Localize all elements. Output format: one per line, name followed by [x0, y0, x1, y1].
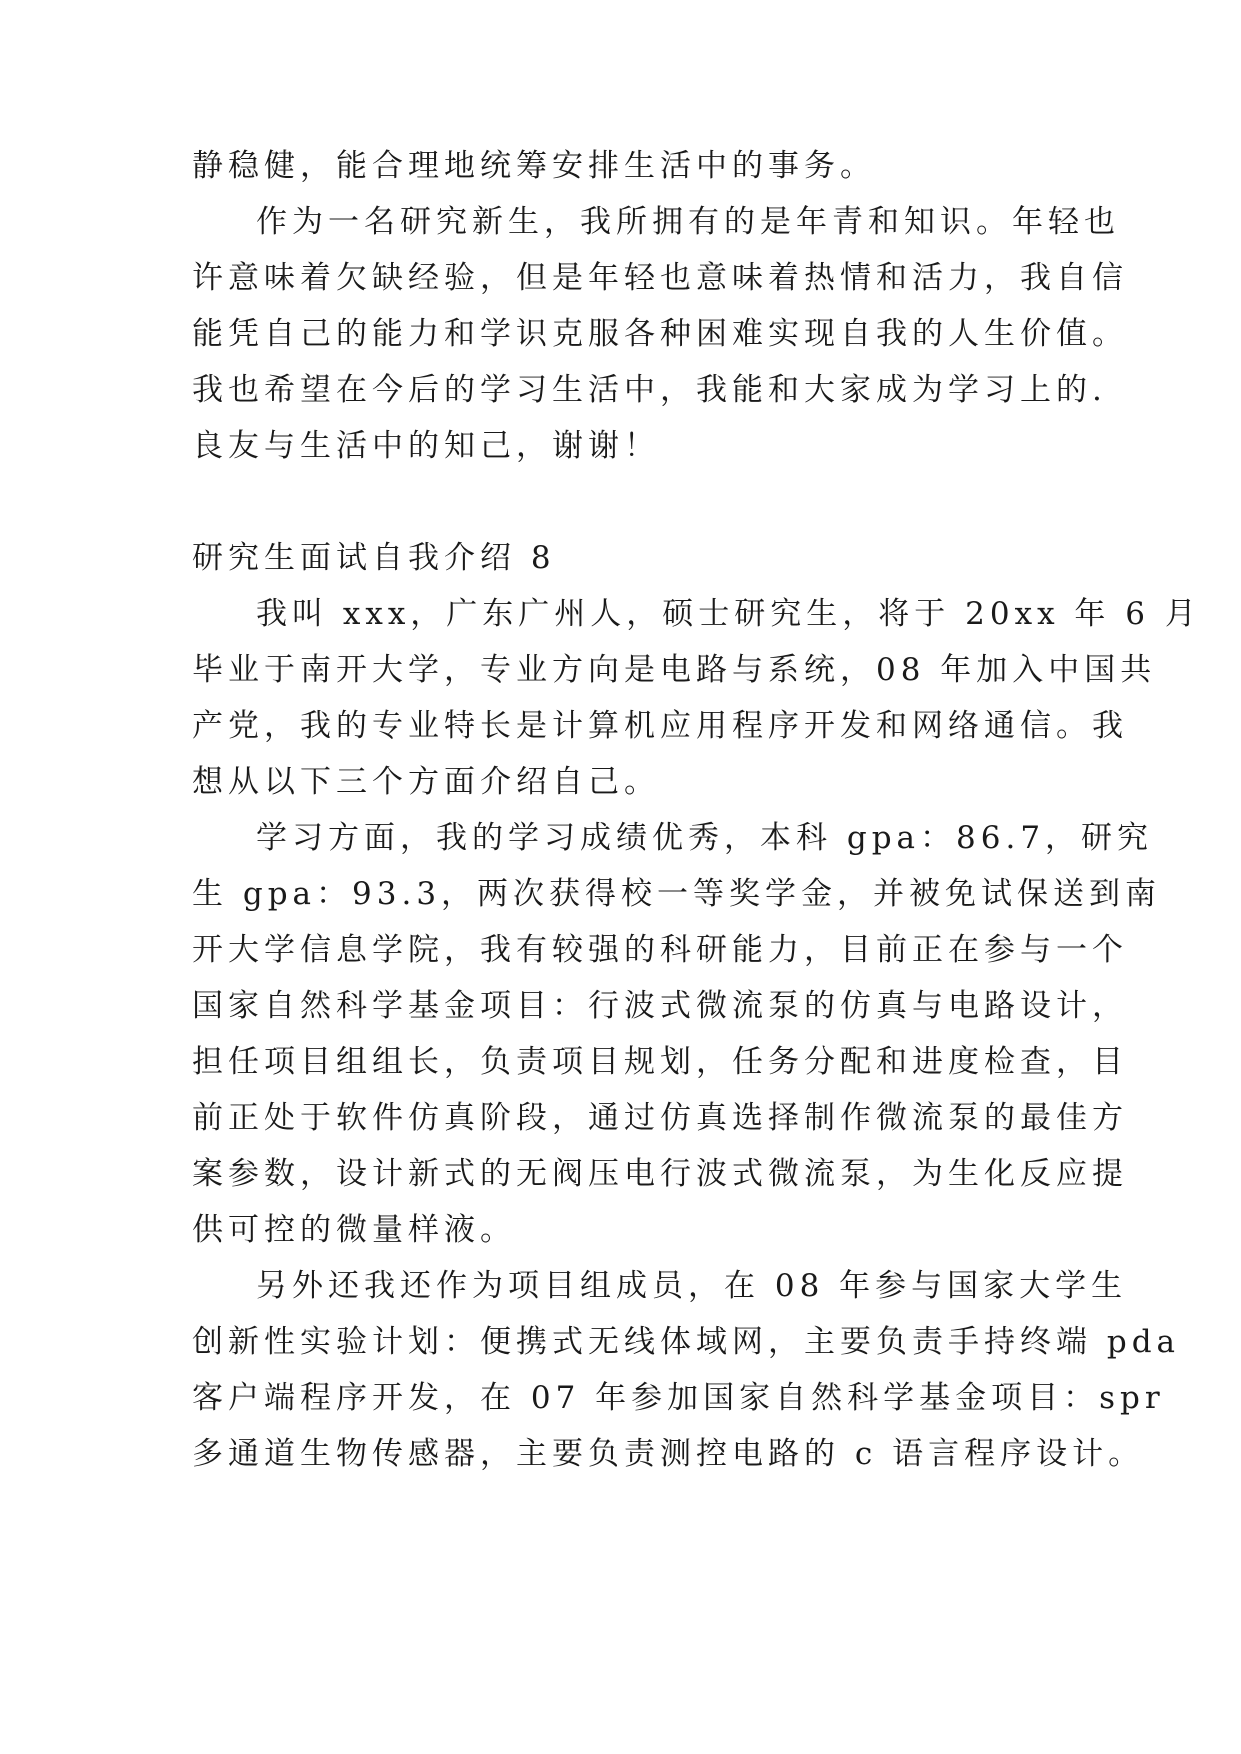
closing-paragraph-line: 能凭自己的能力和学识克服各种困难实现自我的人生价值。 [192, 316, 1128, 352]
study-paragraph-line: 开大学信息学院，我有较强的科研能力，目前正在参与一个 [192, 932, 1128, 968]
closing-paragraph-line: 我也希望在今后的学习生活中，我能和大家成为学习上的. [192, 372, 1107, 408]
closing-paragraph-line: 许意味着欠缺经验，但是年轻也意味着热情和活力，我自信 [192, 260, 1128, 296]
study-paragraph-line: 国家自然科学基金项目：行波式微流泵的仿真与电路设计， [192, 988, 1128, 1024]
intro-paragraph-line: 我叫 xxx，广东广州人，硕士研究生，将于 20xx 年 6 月 [256, 596, 1201, 632]
projects-paragraph-line: 创新性实验计划：便携式无线体域网，主要负责手持终端 pda [192, 1324, 1181, 1360]
study-paragraph-line: 供可控的微量样液。 [192, 1212, 516, 1248]
study-paragraph-line: 学习方面，我的学习成绩优秀，本科 gpa：86.7，研究 [256, 820, 1154, 856]
projects-paragraph-line: 多通道生物传感器，主要负责测控电路的 c 语言程序设计。 [192, 1436, 1145, 1472]
study-paragraph-line: 案参数，设计新式的无阀压电行波式微流泵，为生化反应提 [192, 1156, 1128, 1192]
study-paragraph-line: 前正处于软件仿真阶段，通过仿真选择制作微流泵的最佳方 [192, 1100, 1128, 1136]
section-title: 研究生面试自我介绍 8 [192, 540, 556, 576]
intro-paragraph-line: 产党，我的专业特长是计算机应用程序开发和网络通信。我 [192, 708, 1128, 744]
study-paragraph-line: 担任项目组组长，负责项目规划，任务分配和进度检查，目 [192, 1044, 1128, 1080]
closing-paragraph-line: 良友与生活中的知己，谢谢！ [192, 428, 660, 464]
closing-paragraph-line: 作为一名研究新生，我所拥有的是年青和知识。年轻也 [256, 204, 1120, 240]
intro-paragraph-line: 想从以下三个方面介绍自己。 [192, 764, 660, 800]
projects-paragraph-line: 另外还我还作为项目组成员，在 08 年参与国家大学生 [256, 1268, 1128, 1304]
continuation-line: 静稳健，能合理地统筹安排生活中的事务。 [192, 148, 876, 184]
study-paragraph-line: 生 gpa：93.3，两次获得校一等奖学金，并被免试保送到南 [192, 876, 1162, 912]
projects-paragraph-line: 客户端程序开发，在 07 年参加国家自然科学基金项目：spr [192, 1380, 1165, 1416]
intro-paragraph-line: 毕业于南开大学，专业方向是电路与系统，08 年加入中国共 [192, 652, 1157, 688]
